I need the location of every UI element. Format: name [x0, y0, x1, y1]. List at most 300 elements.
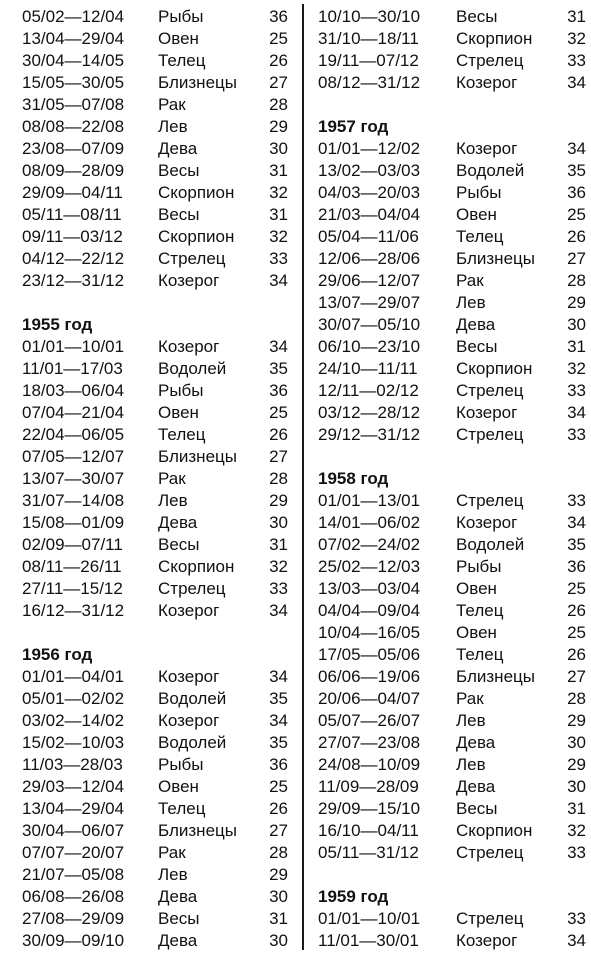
sign-number: 27: [269, 821, 288, 840]
date-range: 03/12—28/12: [318, 403, 421, 422]
zodiac-sign: Дева: [158, 887, 198, 906]
zodiac-sign: Рак: [158, 843, 186, 862]
sign-number: 25: [269, 403, 288, 422]
date-range: 05/11—31/12: [318, 843, 419, 862]
zodiac-sign: Козерог: [456, 513, 518, 532]
sign-number: 26: [269, 425, 288, 444]
sign-number: 35: [269, 359, 288, 378]
table-row: [22, 776, 288, 798]
year-heading: 1959 год: [318, 887, 389, 906]
table-row: [318, 204, 586, 226]
table-row: [22, 160, 288, 182]
sign-number: 26: [567, 227, 586, 246]
date-range: 29/03—12/04: [22, 777, 125, 796]
year-section: [22, 6, 288, 292]
sign-number: 34: [269, 667, 288, 686]
table-row: [22, 578, 288, 600]
zodiac-sign: Близнецы: [158, 447, 237, 466]
zodiac-sign: Водолей: [158, 689, 227, 708]
date-range: 05/11—08/11: [22, 205, 122, 224]
date-range: 24/08—10/09: [318, 755, 421, 774]
left-column: [22, 6, 288, 952]
sign-number: 34: [269, 337, 288, 356]
sign-number: 29: [269, 491, 288, 510]
sign-number: 34: [567, 931, 586, 950]
table-row: [318, 820, 586, 842]
zodiac-sign: Козерог: [456, 403, 518, 422]
sign-number: 30: [269, 931, 288, 950]
sign-number: 36: [269, 381, 288, 400]
table-row: [318, 644, 586, 666]
zodiac-sign: Лев: [158, 491, 188, 510]
zodiac-sign: Водолей: [456, 161, 525, 180]
date-range: 01/01—13/01: [318, 491, 421, 510]
table-row: [22, 732, 288, 754]
zodiac-sign: Весы: [158, 205, 200, 224]
table-row: [318, 424, 586, 446]
zodiac-sign: Рак: [158, 95, 186, 114]
date-range: 06/08—26/08: [22, 887, 125, 906]
sign-number: 26: [567, 645, 586, 664]
zodiac-sign: Овен: [456, 623, 497, 642]
sign-number: 29: [567, 293, 586, 312]
date-range: 30/04—06/07: [22, 821, 125, 840]
year-section: [318, 886, 586, 952]
zodiac-sign: Весы: [456, 799, 498, 818]
zodiac-sign: Лев: [456, 293, 486, 312]
sign-number: 35: [567, 535, 586, 554]
date-range: 11/03—28/03: [22, 755, 123, 774]
table-row: [318, 138, 586, 160]
date-range: 08/12—31/12: [318, 73, 421, 92]
table-row: [22, 270, 288, 292]
table-row: [22, 666, 288, 688]
table-row: [318, 512, 586, 534]
column-divider: [302, 4, 304, 950]
date-range: 31/10—18/11: [318, 29, 419, 48]
table-row: [318, 490, 586, 512]
sign-number: 33: [269, 249, 288, 268]
zodiac-sign: Близнецы: [456, 249, 535, 268]
date-range: 08/08—22/08: [22, 117, 125, 136]
date-range: 09/11—03/12: [22, 227, 123, 246]
date-range: 11/09—28/09: [318, 777, 419, 796]
year-section: [318, 116, 586, 446]
sign-number: 33: [567, 425, 586, 444]
zodiac-sign: Дева: [158, 139, 198, 158]
zodiac-sign: Скорпион: [456, 359, 533, 378]
zodiac-sign: Лев: [456, 711, 486, 730]
date-range: 21/03—04/04: [318, 205, 421, 224]
table-row: [22, 6, 288, 28]
zodiac-sign: Овен: [158, 29, 199, 48]
sign-number: 31: [269, 205, 288, 224]
date-range: 15/08—01/09: [22, 513, 125, 532]
date-range: 29/09—04/11: [22, 183, 123, 202]
zodiac-sign: Скорпион: [158, 227, 235, 246]
date-range: 23/12—31/12: [22, 271, 125, 290]
zodiac-sign: Стрелец: [456, 909, 524, 928]
table-row: [22, 116, 288, 138]
zodiac-sign: Водолей: [158, 359, 227, 378]
sign-number: 28: [567, 689, 586, 708]
sign-number: 34: [567, 73, 586, 92]
table-row: [318, 160, 586, 182]
table-row: [22, 380, 288, 402]
sign-number: 26: [567, 601, 586, 620]
zodiac-sign: Стрелец: [158, 579, 226, 598]
table-row: [22, 72, 288, 94]
date-range: 06/10—23/10: [318, 337, 421, 356]
date-range: 04/04—09/04: [318, 601, 421, 620]
zodiac-sign: Овен: [456, 579, 497, 598]
date-range: 07/07—20/07: [22, 843, 125, 862]
zodiac-sign: Овен: [456, 205, 497, 224]
table-row: [22, 50, 288, 72]
date-range: 14/01—06/02: [318, 513, 421, 532]
table-row: [318, 930, 586, 952]
table-row: [318, 732, 586, 754]
zodiac-sign: Рыбы: [456, 557, 502, 576]
sign-number: 29: [269, 865, 288, 884]
zodiac-sign: Козерог: [158, 667, 220, 686]
date-range: 01/01—04/01: [22, 667, 125, 686]
sign-number: 34: [567, 403, 586, 422]
zodiac-sign: Телец: [456, 227, 504, 246]
table-row: [318, 28, 586, 50]
zodiac-sign: Дева: [158, 931, 198, 950]
zodiac-sign: Рак: [456, 271, 484, 290]
table-row: [318, 688, 586, 710]
sign-number: 34: [269, 601, 288, 620]
table-row: [22, 336, 288, 358]
table-row: [318, 534, 586, 556]
table-row: [22, 226, 288, 248]
sign-number: 30: [269, 139, 288, 158]
date-range: 04/03—20/03: [318, 183, 421, 202]
date-range: 29/09—15/10: [318, 799, 421, 818]
table-row: [22, 182, 288, 204]
table-row: [318, 226, 586, 248]
sign-number: 28: [269, 469, 288, 488]
sign-number: 29: [269, 117, 288, 136]
date-range: 01/01—10/01: [22, 337, 125, 356]
zodiac-sign: Телец: [158, 425, 206, 444]
date-range: 07/02—24/02: [318, 535, 421, 554]
sign-number: 32: [269, 183, 288, 202]
table-row: [22, 28, 288, 50]
sign-number: 32: [269, 557, 288, 576]
sign-number: 31: [567, 337, 586, 356]
zodiac-sign: Весы: [456, 337, 498, 356]
date-range: 30/09—09/10: [22, 931, 125, 950]
table-row: [318, 710, 586, 732]
sign-number: 25: [567, 579, 586, 598]
table-row: [22, 710, 288, 732]
table-row: [22, 490, 288, 512]
sign-number: 25: [567, 623, 586, 642]
table-row: [22, 754, 288, 776]
sign-number: 31: [269, 909, 288, 928]
zodiac-sign: Скорпион: [456, 29, 533, 48]
sign-number: 32: [567, 29, 586, 48]
zodiac-sign: Стрелец: [456, 843, 524, 862]
date-range: 11/01—17/03: [22, 359, 123, 378]
zodiac-sign: Весы: [158, 535, 200, 554]
table-row: [22, 138, 288, 160]
date-range: 15/02—10/03: [22, 733, 125, 752]
date-range: 31/05—07/08: [22, 95, 125, 114]
date-range: 25/02—12/03: [318, 557, 421, 576]
sign-number: 26: [269, 799, 288, 818]
table-row: [22, 820, 288, 842]
table-row: [318, 380, 586, 402]
zodiac-sign: Близнецы: [158, 821, 237, 840]
table-row: [318, 776, 586, 798]
sign-number: 33: [567, 491, 586, 510]
zodiac-sign: Телец: [158, 51, 206, 70]
sign-number: 31: [567, 7, 586, 26]
zodiac-sign: Козерог: [456, 139, 518, 158]
zodiac-sign: Овен: [158, 403, 199, 422]
sign-number: 28: [269, 95, 288, 114]
zodiac-sign: Дева: [456, 777, 496, 796]
table-row: [318, 578, 586, 600]
zodiac-sign: Весы: [456, 7, 498, 26]
date-range: 13/04—29/04: [22, 29, 125, 48]
table-row: [22, 446, 288, 468]
table-row: [318, 314, 586, 336]
zodiac-sign: Рыбы: [456, 183, 502, 202]
table-row: [318, 336, 586, 358]
table-row: [22, 842, 288, 864]
zodiac-sign: Водолей: [456, 535, 525, 554]
sign-number: 30: [567, 777, 586, 796]
table-row: [318, 798, 586, 820]
date-range: 05/04—11/06: [318, 227, 419, 246]
sign-number: 30: [567, 315, 586, 334]
sign-number: 31: [269, 161, 288, 180]
date-range: 07/05—12/07: [22, 447, 125, 466]
table-row: [318, 6, 586, 28]
sign-number: 25: [567, 205, 586, 224]
zodiac-sign: Рыбы: [158, 755, 204, 774]
zodiac-sign: Скорпион: [158, 557, 235, 576]
zodiac-sign: Телец: [158, 799, 206, 818]
sign-number: 28: [269, 843, 288, 862]
zodiac-sign: Рак: [158, 469, 186, 488]
date-range: 24/10—11/11: [318, 359, 418, 378]
date-range: 27/08—29/09: [22, 909, 125, 928]
zodiac-sign: Стрелец: [158, 249, 226, 268]
date-range: 12/06—28/06: [318, 249, 421, 268]
sign-number: 29: [567, 755, 586, 774]
table-row: [318, 72, 586, 94]
year-heading: 1955 год: [22, 315, 93, 334]
table-row: [22, 908, 288, 930]
date-range: 13/02—03/03: [318, 161, 421, 180]
sign-number: 31: [269, 535, 288, 554]
zodiac-sign: Скорпион: [158, 183, 235, 202]
date-range: 27/07—23/08: [318, 733, 421, 752]
table-row: [318, 600, 586, 622]
date-range: 04/12—22/12: [22, 249, 125, 268]
table-row: [318, 50, 586, 72]
year-heading: 1957 год: [318, 117, 389, 136]
sign-number: 36: [567, 183, 586, 202]
table-row: [22, 864, 288, 886]
table-row: [318, 270, 586, 292]
table-row: [318, 402, 586, 424]
table-row: [22, 534, 288, 556]
sign-number: 30: [269, 513, 288, 532]
sign-number: 33: [567, 843, 586, 862]
zodiac-sign: Лев: [456, 755, 486, 774]
year-heading: 1956 год: [22, 645, 93, 664]
zodiac-sign: Овен: [158, 777, 199, 796]
zodiac-sign: Козерог: [158, 601, 220, 620]
sign-number: 28: [567, 271, 586, 290]
table-row: [318, 556, 586, 578]
date-range: 30/07—05/10: [318, 315, 421, 334]
table-row: [318, 292, 586, 314]
sign-number: 32: [567, 821, 586, 840]
year-section: [318, 6, 586, 94]
date-range: 18/03—06/04: [22, 381, 125, 400]
date-range: 29/06—12/07: [318, 271, 421, 290]
zodiac-sign: Козерог: [158, 337, 220, 356]
zodiac-sign: Стрелец: [456, 381, 524, 400]
sign-number: 35: [567, 161, 586, 180]
table-row: [318, 358, 586, 380]
sign-number: 25: [269, 777, 288, 796]
date-range: 23/08—07/09: [22, 139, 125, 158]
date-range: 02/09—07/11: [22, 535, 123, 554]
sign-number: 30: [269, 887, 288, 906]
sign-number: 26: [269, 51, 288, 70]
date-range: 11/01—30/01: [318, 931, 419, 950]
date-range: 13/07—30/07: [22, 469, 125, 488]
zodiac-sign: Скорпион: [456, 821, 533, 840]
sign-number: 36: [567, 557, 586, 576]
sign-number: 32: [269, 227, 288, 246]
zodiac-sign: Рыбы: [158, 381, 204, 400]
zodiac-sign: Телец: [456, 645, 504, 664]
date-range: 16/12—31/12: [22, 601, 125, 620]
date-range: 30/04—14/05: [22, 51, 125, 70]
zodiac-sign: Рыбы: [158, 7, 204, 26]
table-row: [22, 600, 288, 622]
table-row: [22, 512, 288, 534]
table-row: [318, 622, 586, 644]
date-range: 07/04—21/04: [22, 403, 125, 422]
right-column: [318, 6, 586, 952]
table-row: [22, 886, 288, 908]
year-section: [318, 468, 586, 864]
sign-number: 30: [567, 733, 586, 752]
zodiac-sign: Рак: [456, 689, 484, 708]
date-range: 13/04—29/04: [22, 799, 125, 818]
table-row: [318, 908, 586, 930]
date-range: 03/02—14/02: [22, 711, 125, 730]
zodiac-sign: Лев: [158, 117, 188, 136]
year-heading: 1958 год: [318, 469, 389, 488]
date-range: 21/07—05/08: [22, 865, 125, 884]
table-row: [22, 468, 288, 490]
date-range: 10/04—16/05: [318, 623, 421, 642]
table-row: [22, 402, 288, 424]
zodiac-sign: Стрелец: [456, 51, 524, 70]
sign-number: 32: [567, 359, 586, 378]
sign-number: 33: [567, 909, 586, 928]
table-row: [22, 688, 288, 710]
table-row: [318, 248, 586, 270]
date-range: 05/02—12/04: [22, 7, 125, 26]
sign-number: 29: [567, 711, 586, 730]
zodiac-sign: Дева: [456, 733, 496, 752]
zodiac-sign: Стрелец: [456, 425, 524, 444]
date-range: 16/10—04/11: [318, 821, 419, 840]
table-row: [22, 358, 288, 380]
sign-number: 31: [567, 799, 586, 818]
date-range: 17/05—05/06: [318, 645, 421, 664]
table-row: [22, 248, 288, 270]
year-section: [22, 314, 288, 622]
sign-number: 34: [567, 513, 586, 532]
sign-number: 34: [567, 139, 586, 158]
sign-number: 33: [567, 381, 586, 400]
zodiac-sign: Лев: [158, 865, 188, 884]
zodiac-sign: Козерог: [158, 711, 220, 730]
zodiac-sign: Весы: [158, 909, 200, 928]
zodiac-sign: Весы: [158, 161, 200, 180]
sign-number: 36: [269, 7, 288, 26]
table-row: [22, 94, 288, 116]
sign-number: 33: [567, 51, 586, 70]
sign-number: 36: [269, 755, 288, 774]
date-range: 22/04—06/05: [22, 425, 125, 444]
table-row: [22, 556, 288, 578]
table-row: [22, 930, 288, 952]
date-range: 13/07—29/07: [318, 293, 421, 312]
date-range: 05/07—26/07: [318, 711, 421, 730]
date-range: 15/05—30/05: [22, 73, 125, 92]
date-range: 06/06—19/06: [318, 667, 421, 686]
zodiac-sign: Водолей: [158, 733, 227, 752]
sign-number: 27: [567, 249, 586, 268]
sign-number: 33: [269, 579, 288, 598]
sign-number: 34: [269, 271, 288, 290]
zodiac-sign: Козерог: [456, 73, 518, 92]
date-range: 10/10—30/10: [318, 7, 421, 26]
sign-number: 27: [269, 447, 288, 466]
table-row: [318, 182, 586, 204]
zodiac-sign: Козерог: [456, 931, 518, 950]
table-row: [318, 842, 586, 864]
date-range: 01/01—12/02: [318, 139, 421, 158]
zodiac-sign: Дева: [456, 315, 496, 334]
table-row: [22, 204, 288, 226]
date-range: 12/11—02/12: [318, 381, 419, 400]
date-range: 01/01—10/01: [318, 909, 421, 928]
date-range: 19/11—07/12: [318, 51, 419, 70]
sign-number: 35: [269, 689, 288, 708]
sign-number: 25: [269, 29, 288, 48]
date-range: 08/09—28/09: [22, 161, 125, 180]
date-range: 29/12—31/12: [318, 425, 421, 444]
zodiac-sign: Близнецы: [158, 73, 237, 92]
year-section: [22, 644, 288, 952]
